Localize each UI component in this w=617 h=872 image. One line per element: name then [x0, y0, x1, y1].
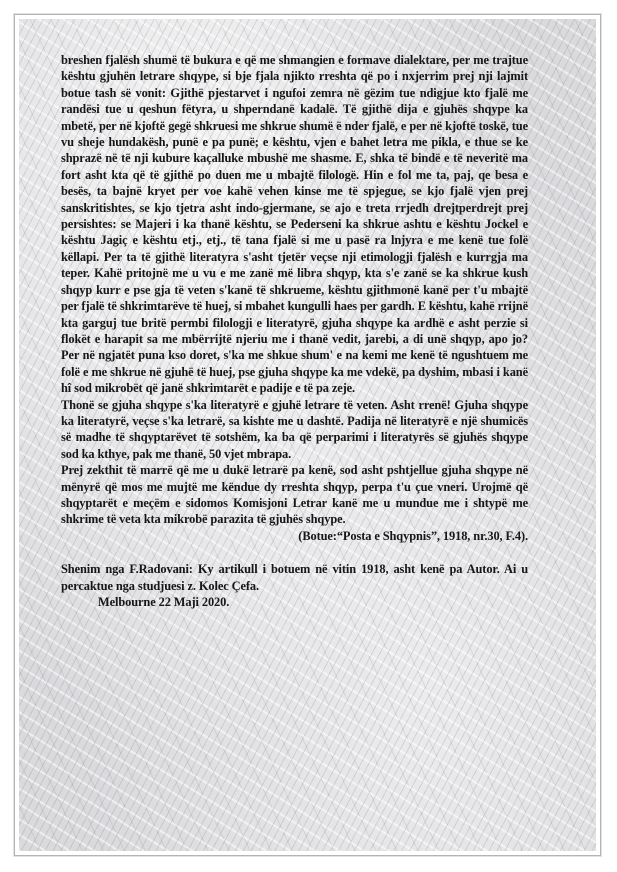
place-date: Melbourne 22 Maji 2020.	[98, 595, 230, 609]
body-paragraph-2: Thonë se gjuha shqype s'ka literatyrë e gjuhë letrare të veten. Asht rrenë! Gjuha shqype ka literatyrë, veçse s'ka letrarë, sa kishte me u dashtë. Padija në literatyrë e një shumicës së madhe të shqyptarëvet të sotshëm, ka ba që perparimi i literatyrës së gjuhës shqype sod ka kthye, pak me thanë, 50 vjet mbrapa.	[61, 397, 528, 461]
source-citation: (Botue:“Posta e Shqypnis”, 1918, nr.30, F.4).	[298, 528, 528, 543]
article-text	[61, 52, 528, 610]
body-paragraph-1: breshen fjalësh shumë të bukura e që me shmangien e formave dialektare, per me trajtue kështu gjuhën letrare shqype, si bje fjala njikto rreshta që po i nxjerrim prej nji lajmit botue tash së vonit: Gjithë pjestarvet i ngufoi zemra në gëzim tue ndigjue kto fjalë me randësi tue u qeshun fëtyra, u shperndanë kadalë. Të gjithë dija e gjuhës shqype ka mbetë, per në kjoftë gegë shkruesi me shkrue shumë ë nder fjalë, e per në kjoftë toskë, tue vu sheje hundakësh, punë e pa punë; e kështu, vjen e bahet letra me pikla, e thue se ke shprazë në të nji kubure kaçalluke mbushë me shasme. E, shka të bindë e të neveritë ma fort asht kta që të gjithë po duen me u mbajtë filologë. Hin e fol me ta, paj, qe besa e besës, ta bajnë kryet per voe kahë vehen kinse me të spjegue, se kjo fjalë vjen prej sanskritishtes, se kjo tjetra asht indo-gjermane, se ajo e treta rrjedh drejtperdrejt prej persishtes: se Majeri i ka thanë kështu, se Pederseni ka shkrue ashtu e kështu Jockel e kështu Jagiç e kështu etj., etj., të tana fjalë si me u pasë ra lnjyra e me kenë tue folë këllapi. Per ta të gjithë literatyra s'asht tjetër veçse nji etimologji fjalësh e kurrgja ma teper. Kahë pritojnë me u vu e me zanë më libra shqyp, kta s'e zanë se ka shkrue kush shqyp kurr e pse gja të veten s'kanë të shkrueme, kështu gjithmonë kanë per t'u mbajtë per fjalë të shkrimtarëve të huej, si mbahet kungulli haes per gardh. E kështu, kahë rrijnë kta garguj tue britë permbi filologji e literatyrë, gjuha shqype ka ardhë e asht perzie si flokët e harapit sa me mbërrijtë njeriu me i thanë vedit, jarebi, a di unë shqyp, apo jo? Per në ngjatët puna kso doret, s'ka me shkue shum' e na kemi me kenë të ngushtuem me folë e me shkrue në gjuhë të huej, pse gjuha shqype ka me vdekë, pa dyshim, mbasi i kanë hî sod mikrobët që janë shkrimtarët e padije e të pa zeje.	[61, 53, 528, 396]
body-paragraph-3: Prej zekthit të marrë që me u dukë letrarë pa kenë, sod asht pshtjellue gjuha shqype në mënyrë që mos me mujtë me këndue dy rreshta shqyp, perpa t'u çue vneri. Urojmë që shqyptarët e meçëm e sidomos Komisjoni Letrar kanë me u mundue me i shtypë me shkrime të veta kta mikrobë parazita të gjuhës shqype.	[61, 463, 528, 527]
editor-note: Shenim nga F.Radovani: Ky artikull i botuem në vitin 1918, asht kenë pa Autor. Ai u percaktue nga studjuesi z. Kolec Çefa.	[61, 562, 528, 593]
spacer	[61, 544, 528, 561]
